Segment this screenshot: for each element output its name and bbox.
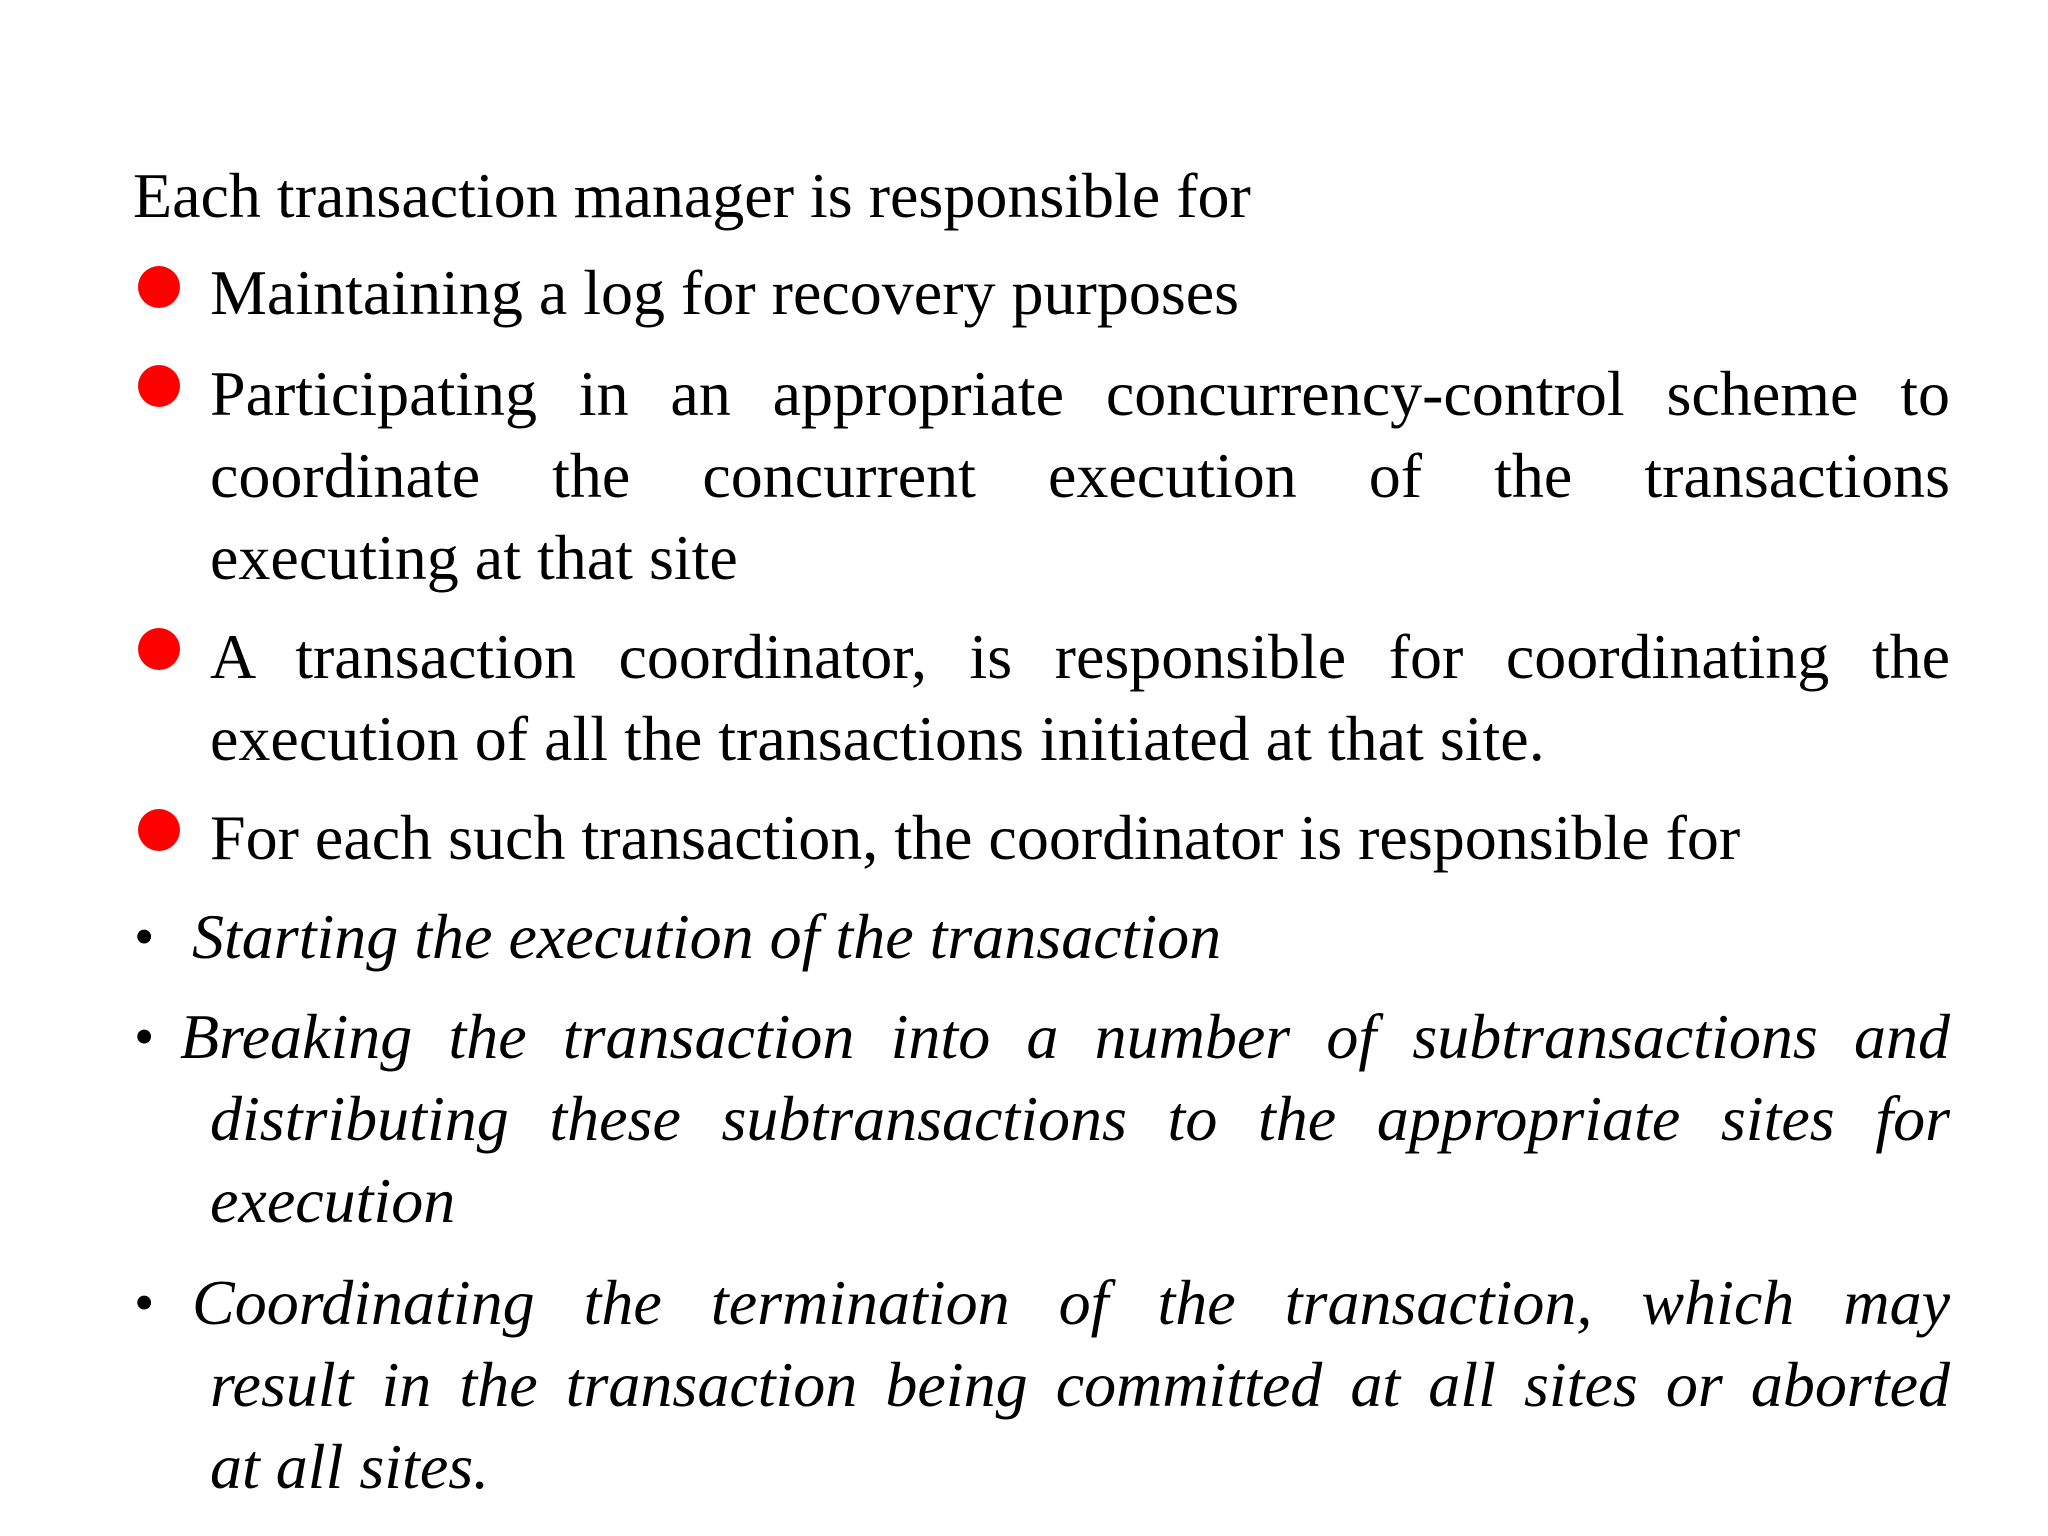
bullet-dot-icon: • — [134, 1004, 155, 1069]
intro-text: Each transaction manager is responsible for — [133, 160, 1251, 231]
sub-bullet-2-line-1: Breaking the transaction into a number of subtransactions and — [180, 1001, 1950, 1072]
sub-bullet-3-line-3: at all sites. — [210, 1431, 490, 1502]
bullet-dot-icon: • — [134, 904, 155, 969]
red-bullet-icon — [138, 809, 180, 851]
bullet-dot-icon: • — [134, 1270, 155, 1335]
bullet-1-text: Maintaining a log for recovery purposes — [210, 257, 1240, 328]
bullet-2-line-3: executing at that site — [210, 522, 738, 593]
bullet-3-line-2: execution of all the transactions initiated at that site. — [210, 703, 1545, 774]
red-bullet-icon — [138, 628, 180, 670]
bullet-4-text: For each such transaction, the coordinator is responsible for — [210, 802, 1741, 873]
bullet-2-line-2: coordinate the concurrent execution of the transactions — [210, 440, 1950, 511]
sub-bullet-1-text: Starting the execution of the transaction — [192, 901, 1222, 972]
red-bullet-icon — [138, 266, 180, 308]
sub-bullet-2-line-3: execution — [210, 1165, 456, 1236]
sub-bullet-3-line-1: Coordinating the termination of the transaction, which may — [192, 1267, 1950, 1338]
red-bullet-icon — [138, 365, 180, 407]
sub-bullet-2-line-2: distributing these subtransactions to the appropriate sites for — [210, 1083, 1950, 1154]
bullet-3-line-1: A transaction coordinator, is responsible for coordinating the — [210, 621, 1950, 692]
sub-bullet-3-line-2: result in the transaction being committed at all sites or aborted — [210, 1349, 1950, 1420]
bullet-2-line-1: Participating in an appropriate concurrency-control scheme to — [210, 358, 1950, 429]
